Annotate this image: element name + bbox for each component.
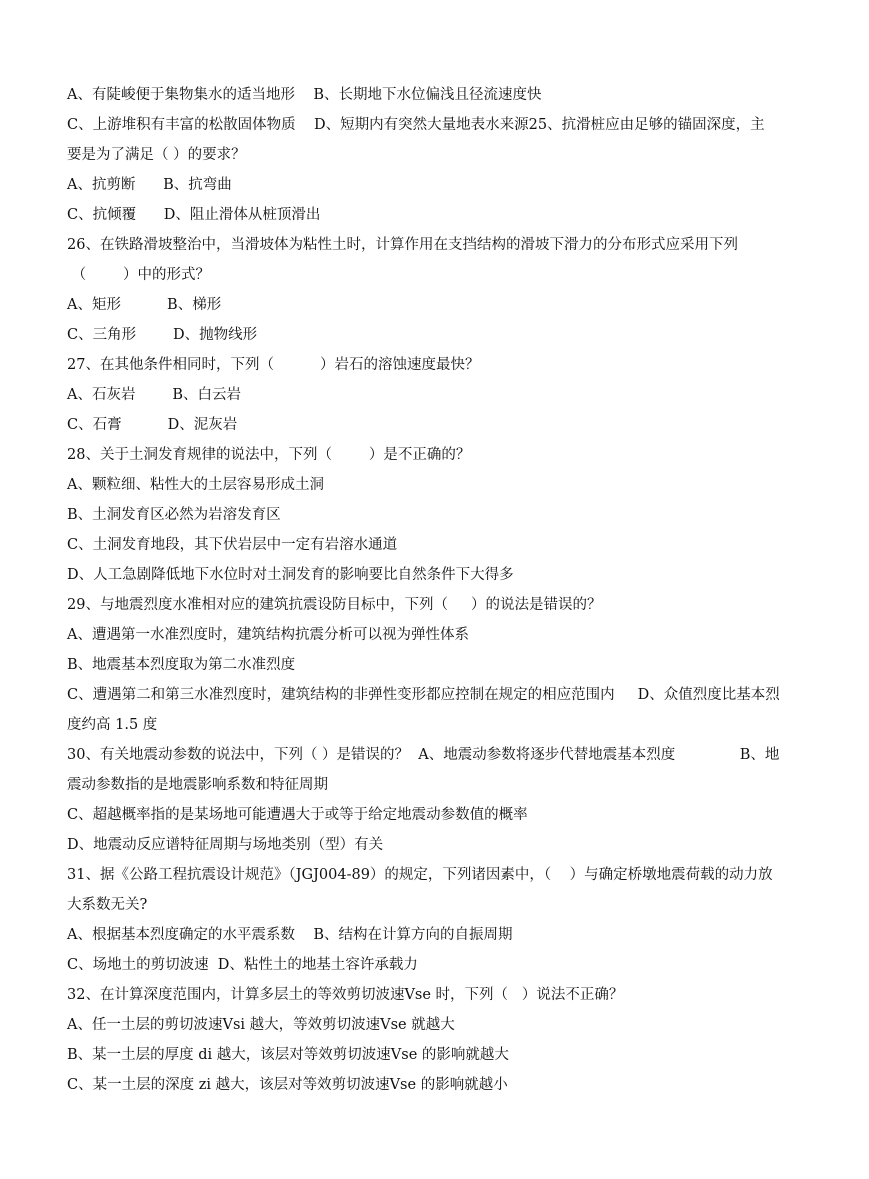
q30-option-b-continuation: 震动参数指的是地震影响系数和特征周期: [67, 777, 328, 793]
q26-options-ab: A、矩形 B、梯形: [67, 297, 222, 313]
question-25-continuation: 要是为了满足（ ）的要求？: [67, 147, 246, 163]
option-line-c-loose-material: C、上游堆积有丰富的松散固体物质 D、短期内有突然大量地表水来源25、抗滑桩应由足够的锚固深度，主: [67, 117, 765, 133]
q28-option-c: C、土洞发育地段，其下伏岩层中一定有岩溶水通道: [67, 537, 398, 553]
question-31-continuation: 大系数无关?: [67, 897, 148, 913]
question-31: 31、据《公路工程抗震设计规范》（JGJ004-89）的规定，下列诸因素中，（ ）与确定桥墩地震荷载的动力放: [67, 867, 773, 883]
question-30: 30、有关地震动参数的说法中，下列（ ）是错误的？ A、地震动参数将逐步代替地震基本烈度 B、地: [67, 747, 780, 763]
q30-option-c: C、超越概率指的是某场地可能遭遇大于或等于给定地震动参数值的概率: [67, 807, 528, 823]
question-28: 28、关于土洞发育规律的说法中，下列（ ）是不正确的？: [67, 447, 471, 463]
question-29: 29、与地震烈度水准相对应的建筑抗震设防目标中，下列（ ）的说法是错误的？: [67, 597, 602, 613]
q28-option-b: B、土洞发育区必然为岩溶发育区: [67, 507, 281, 523]
question-27: 27、在其他条件相同时，下列（ ）岩石的溶蚀速度最快？: [67, 357, 480, 373]
question-26: 26、在铁路滑坡整治中，当滑坡体为粘性土时，计算作用在支挡结构的滑坡下滑力的分布形式应采用下列: [67, 237, 738, 253]
q25-options-cd: C、抗倾覆 D、阻止滑体从桩顶滑出: [67, 207, 321, 223]
q29-option-b: B、地震基本烈度取为第二水准烈度: [67, 657, 296, 673]
q29-option-d-continuation: 度约高 1.5 度: [67, 717, 158, 733]
q26-options-cd: C、三角形 D、抛物线形: [67, 327, 258, 343]
q31-options-ab: A、根据基本烈度确定的水平震系数 B、结构在计算方向的自振周期: [67, 927, 513, 943]
q28-option-d: D、人工急剧降低地下水位时对土洞发育的影响要比自然条件下大得多: [67, 567, 514, 583]
q28-option-a: A、颗粒细、粘性大的土层容易形成土洞: [67, 477, 324, 493]
option-line-a-steep-terrain: A、有陡峻便于集物集水的适当地形 B、长期地下水位偏浅且径流速度快: [67, 87, 542, 103]
q30-option-d: D、地震动反应谱特征周期与场地类别（型）有关: [67, 837, 384, 853]
q32-option-b: B、某一土层的厚度 di 越大，该层对等效剪切波速Vse 的影响就越大: [67, 1047, 509, 1063]
q25-options-ab: A、抗剪断 B、抗弯曲: [67, 177, 232, 193]
question-26-continuation: （ ）中的形式？: [67, 267, 210, 283]
question-32: 32、在计算深度范围内，计算多层土的等效剪切波速Vse 时，下列（ ）说法不正确？: [67, 987, 624, 1003]
q31-options-cd: C、场地土的剪切波速 D、粘性土的地基土容许承载力: [67, 957, 418, 973]
q32-option-a: A、任一土层的剪切波速Vsi 越大，等效剪切波速Vse 就越大: [67, 1017, 455, 1033]
q27-options-ab: A、石灰岩 B、白云岩: [67, 387, 241, 403]
q32-option-c: C、某一土层的深度 zi 越大，该层对等效剪切波速Vse 的影响就越小: [67, 1077, 508, 1093]
q29-option-a: A、遭遇第一水准烈度时，建筑结构抗震分析可以视为弹性体系: [67, 627, 469, 643]
q29-option-c-d: C、遭遇第二和第三水准烈度时，建筑结构的非弹性变形都应控制在规定的相应范围内 D、众值烈度比基本烈: [67, 687, 780, 703]
q27-options-cd: C、石膏 D、泥灰岩: [67, 417, 238, 433]
